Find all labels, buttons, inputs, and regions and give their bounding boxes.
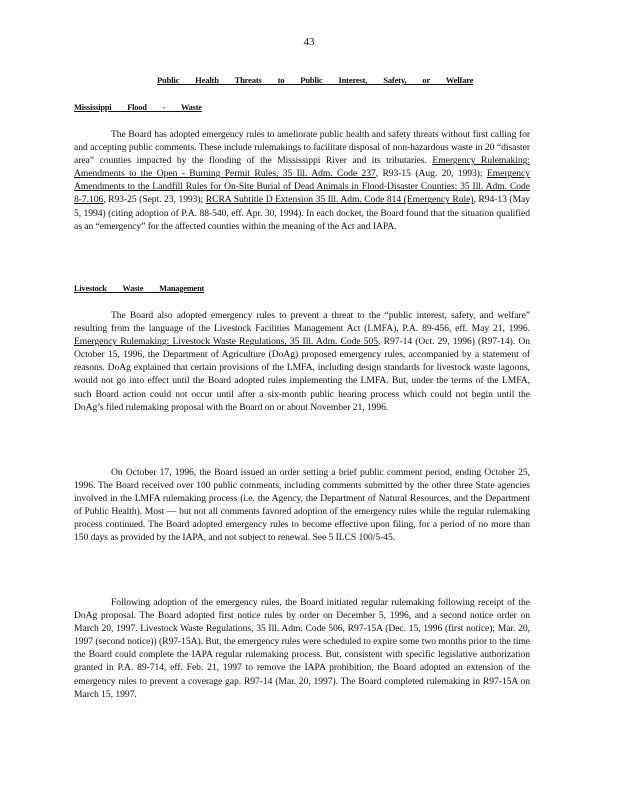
paragraph-text: The Board has adopted emergency rules to ameliorate public health and safety threats without first calling for and accepting public comments. These include rulemakings to facilitate disposal of non-hazardous waste in 20 “disaster area” counties impacted by the flooding of the Mississippi River and its tributaries. — [74, 129, 530, 167]
paragraph-text: , R94-13 (May 5, 1994) (citing adoption of P.A. 88-540, eff. Apr. 30, 1994). In each docket, the Board found that the situation qualified as an “emergency” for the affected counties within the meaning of the Act and IAPA. — [74, 194, 531, 232]
paragraph-livestock-emergency — [74, 309, 530, 414]
paragraph-flood-waste — [74, 128, 530, 233]
subheading-mississippi-flood: Mississippi Flood - Waste — [74, 103, 202, 112]
paragraph-text: , R93-25 (Sept. 23, 1993); — [103, 194, 206, 206]
paragraph-text: , R97-14 (Oct. 29, 1996) (R97-14). On October 15, 1996, the Department of Agriculture (DoAg) proposed emergency rules, accompanied by a statement of reasons. DoAg explained that certain provisions of the LMFA, including design standards for livestock waste lagoons, would not go into effect until the Board adopted rules implementing the LMFA. But, under the terms of the LMFA, such Board action could not occur until after a six-month public hearing process which could not begin until the DoAg’s filed rulemaking proposal with the Board on or about November 21, 1996. — [74, 336, 530, 413]
subheading-livestock-waste: Livestock Waste Management — [74, 284, 205, 293]
paragraph-text: The Board also adopted emergency rules to prevent a threat to the “public interest, safety, and welfare” resulting from the language of the Livestock Facilities Management Act (LMFA), P.A. 89-456, eff. May 21, 1996. — [74, 310, 530, 335]
paragraph-text: On October 17, 1996, the Board issued an order setting a brief public comment period, ending October 25, 1996. The Board received over 100 public comments, including comments submitted by the other three State agencies involved in the LMFA rulemaking process (i.e. the Agency, the Department of Natural Resources, and the Department of Public Health). Most — but not all comments favored adoption of the emergency rules while the regular rulemaking process continued. The Board adopted emergency rules to become effective upon filing, for a period of no more than 150 days as provided by the IAPA, and not subject to renewal. See 5 ILCS 100/5-45. — [74, 467, 530, 544]
paragraph-regular-rulemaking — [74, 596, 530, 701]
paragraph-text: , R93-15 (Aug. 20, 1993); — [375, 168, 487, 180]
citation-livestock-regulations: Emergency Rulemaking: Livestock Waste Regulations, 35 Ill. Adm. Code 505 — [74, 336, 379, 348]
section-title: Public Health Threats to Public Interest, Safety, or Welfare — [157, 75, 474, 85]
page-number: 43 — [303, 36, 315, 48]
citation-rcra-extension: RCRA Subtitle D Extension 35 Ill. Adm. Code 814 (Emergency Rule) — [205, 194, 474, 206]
citation-open-burning: Emergency Rulemaking: Amendments to the Open - Burning Permit Rules, 35 Ill. Adm. Code 237 — [74, 155, 530, 180]
paragraph-public-comment — [74, 466, 530, 545]
paragraph-text: Following adoption of the emergency rules, the Board initiated regular rulemaking following receipt of the DoAg proposal. The Board adopted first notice rules by order on December 5, 1996, and a second notice order on March 20, 1997. Livestock Waste Regulations, 35 Ill. Adm. Code 506, R97-15A (Dec. 15, 1996 (first notice); Mar. 20, 1997 (second notice)) (R97-15A). But, the emergency rules were scheduled to expire some two months prior to the time the Board could complete the IAPA regular rulemaking process. But, consistent with specific legislative authorization granted in P.A. 89-714, eff. Feb. 21, 1997 to remove the IAPA prohibition, the Board adopted an extension of the emergency rules to prevent a coverage gap. R97-14 (Mar. 20, 1997). The Board completed rulemaking in R97-15A on March 15, 1997. — [74, 597, 530, 700]
citation-landfill-amendments: Emergency Amendments to the Landfill Rules for On-Site Burial of Dead Animals in Flood-Disaster Counties: 35 Ill. Adm. Code 8-7.106 — [74, 168, 530, 206]
